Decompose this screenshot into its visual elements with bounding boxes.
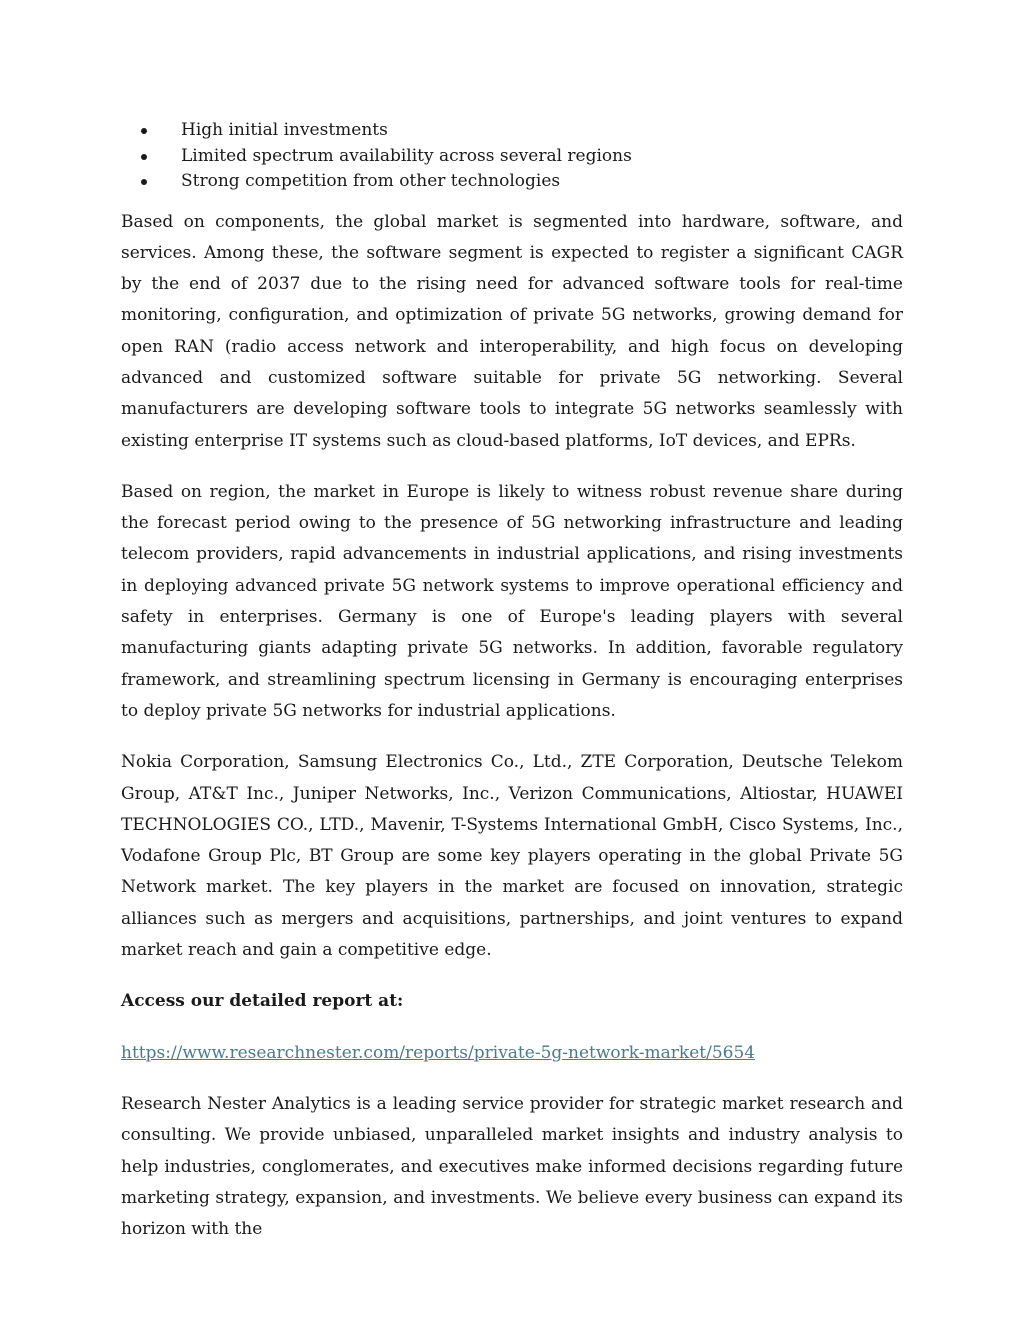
list-item: [121, 144, 903, 170]
list-item: [121, 169, 903, 195]
key-players-paragraph: Nokia Corporation, Samsung Electronics Co., Ltd., ZTE Corporation, Deutsche Telekom Group, AT&T Inc., Juniper Networks, Inc., Verizon Communications, Altiostar, HUAWEI TECHNOLOGIES CO., LTD., Mavenir, T-Systems International GmbH, Cisco Systems, Inc., Vodafone Group Plc, BT Group are some key players operating in the global Private 5G Network market. The key players in the market are focused on innovation, strategic alliances such as mergers and acquisitions, partnerships, and joint ventures to expand market reach and gain a competitive edge.: [121, 752, 903, 961]
list-item-text: High initial investments: [181, 120, 388, 140]
bullet-icon: [141, 128, 147, 134]
components-paragraph: Based on components, the global market is segmented into hardware, software, and services. Among these, the software segment is expected to register a significant CAGR by the end of 2037 due to the rising need for advanced software tools for real-time monitoring, configuration, and optimization of private 5G networks, growing demand for open RAN (radio access network and interoperability, and high focus on developing advanced and customized software suitable for private 5G networking. Several manufacturers are developing software tools to integrate 5G networks seamlessly with existing enterprise IT systems such as cloud-based platforms, IoT devices, and EPRs.: [121, 211, 903, 451]
list-item: [121, 118, 903, 144]
bullet-icon: [141, 154, 147, 160]
report-link[interactable]: https://www.researchnester.com/reports/private-5g-network-market/5654: [121, 1042, 756, 1063]
report-link-line: [121, 1038, 903, 1069]
access-report-heading: Access our detailed report at:: [121, 991, 404, 1012]
document-page: [121, 118, 903, 1245]
list-item-text: Strong competition from other technologies: [181, 171, 561, 191]
about-paragraph: Research Nester Analytics is a leading service provider for strategic market research and consulting. We provide unbiased, unparalleled market insights and industry analysis to help industries, conglomerates, and executives make informed decisions regarding future marketing strategy, expansion, and investments. We believe every business can expand its horizon with the: [121, 1093, 903, 1240]
challenges-list: [121, 118, 903, 195]
region-paragraph: Based on region, the market in Europe is likely to witness robust revenue share during the forecast period owing to the presence of 5G networking infrastructure and leading telecom providers, rapid advancements in industrial applications, and rising investments in deploying advanced private 5G network systems to improve operational efficiency and safety in enterprises. Germany is one of Europe's leading players with several manufacturing giants adapting private 5G networks. In addition, favorable regulatory framework, and streamlining spectrum licensing in Germany is encouraging enterprises to deploy private 5G networks for industrial applications.: [121, 481, 903, 721]
bullet-icon: [141, 179, 147, 185]
list-item-text: Limited spectrum availability across several regions: [181, 145, 632, 166]
